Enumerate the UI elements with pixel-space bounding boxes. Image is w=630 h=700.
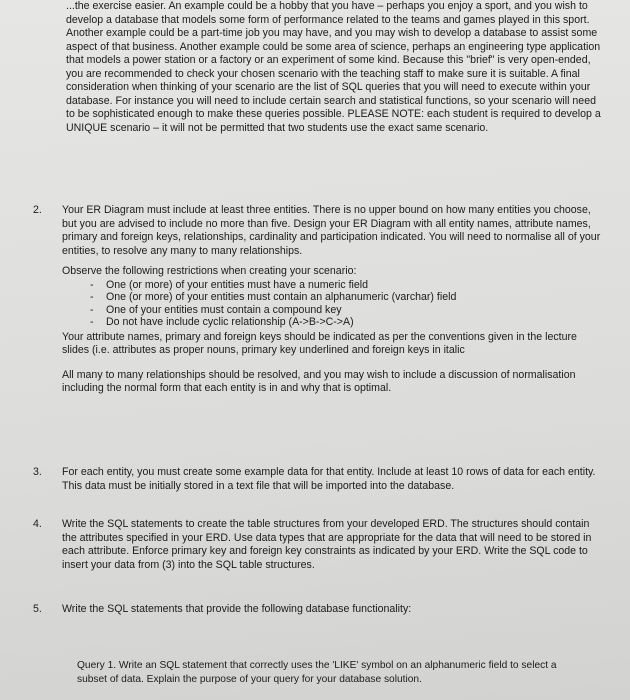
item-2-number: 2. [33,204,42,216]
restriction-item: - One of your entities must contain a compound key [62,304,602,317]
restrictions-list [62,279,602,329]
conventions-paragraph: Your attribute names, primary and foreign keys should be indicated as per the conventions given in the lecture slides (i.e. attributes as proper nouns, primary key underlined and foreign keys in italic [62,330,577,356]
item-3-text: For each entity, you must create some example data for that entity. Include at least 10 rows of data for each entity. This data must be initially stored in a text file that will be imported into the database. [62,466,596,492]
restriction-item: - One (or more) of your entities must have a numeric field [62,279,602,292]
item-4-body [62,518,602,572]
restriction-item: - Do not have include cyclic relationship (A->B->C->A) [62,316,602,329]
intro-paragraph: ...the exercise easier. An example could be a hobby that you have – perhaps you enjoy a sport, and you wish to develop a database that models some form of performance related to the teams and games played in this sport. Another example could be a part-time job you may have, and you may wish to develop a database to assist some aspect of that business. Another example could be some area of science, perhaps an engineering type application that models a power station or a factory or an experiment of some kind. Because this "brief" is very open-ended, you are recommended to check your chosen scenario with the teaching staff to make sure it is suitable. A final consideration when thinking of your scenario are the list of SQL queries that you will need to execute within your database. For instance you will need to include certain search and statistical functions, so your scenario will need to be sophisticated enough to make these queries possible. PLEASE NOTE: each student is required to develop a UNIQUE scenario – it will not be permitted that two students use the exact same scenario. [66,0,601,134]
item-3-body [62,466,602,493]
item-4-text: Write the SQL statements to create the table structures from your developed ERD. The structures should contain the attributes specified in your ERD. Use data types that are appropriate for the data that will need to be stored in each attribute. Enforce primary key and foreign key constraints as indicated by your ERD. Write the SQL code to insert your data from (3) into the SQL table structures. [62,518,592,571]
item-2-body [62,204,602,396]
restriction-item: - One (or more) of your entities must contain an alphanumeric (varchar) field [62,291,602,304]
item-4-number: 4. [33,518,42,530]
item-5-number: 5. [33,603,42,615]
restrictions-intro: Observe the following restrictions when creating your scenario: [62,265,357,277]
query-1-paragraph: Query 1. Write an SQL statement that correctly uses the 'LIKE' symbol on an alphanumeric field to select a subset of data. Explain the purpose of your query for your database solution. [77,660,557,685]
item-5-text: Write the SQL statements that provide the following database functionality: [62,603,412,615]
many-to-many-paragraph: All many to many relationships should be resolved, and you may wish to include a discussion of normalisation including the normal form that each entity is in and why that is optimal. [62,368,576,394]
item-3-number: 3. [33,466,42,478]
item-5-body [62,603,602,617]
item-2-text: Your ER Diagram must include at least three entities. There is no upper bound on how many entities you choose, but you are advised to include no more than five. Design your ER Diagram with all entity names, attribute names, primary and foreign keys, relationships, cardinality and participation indicated. You will need to normalise all of your entities, to resolve any many to many relationships. [62,204,601,257]
